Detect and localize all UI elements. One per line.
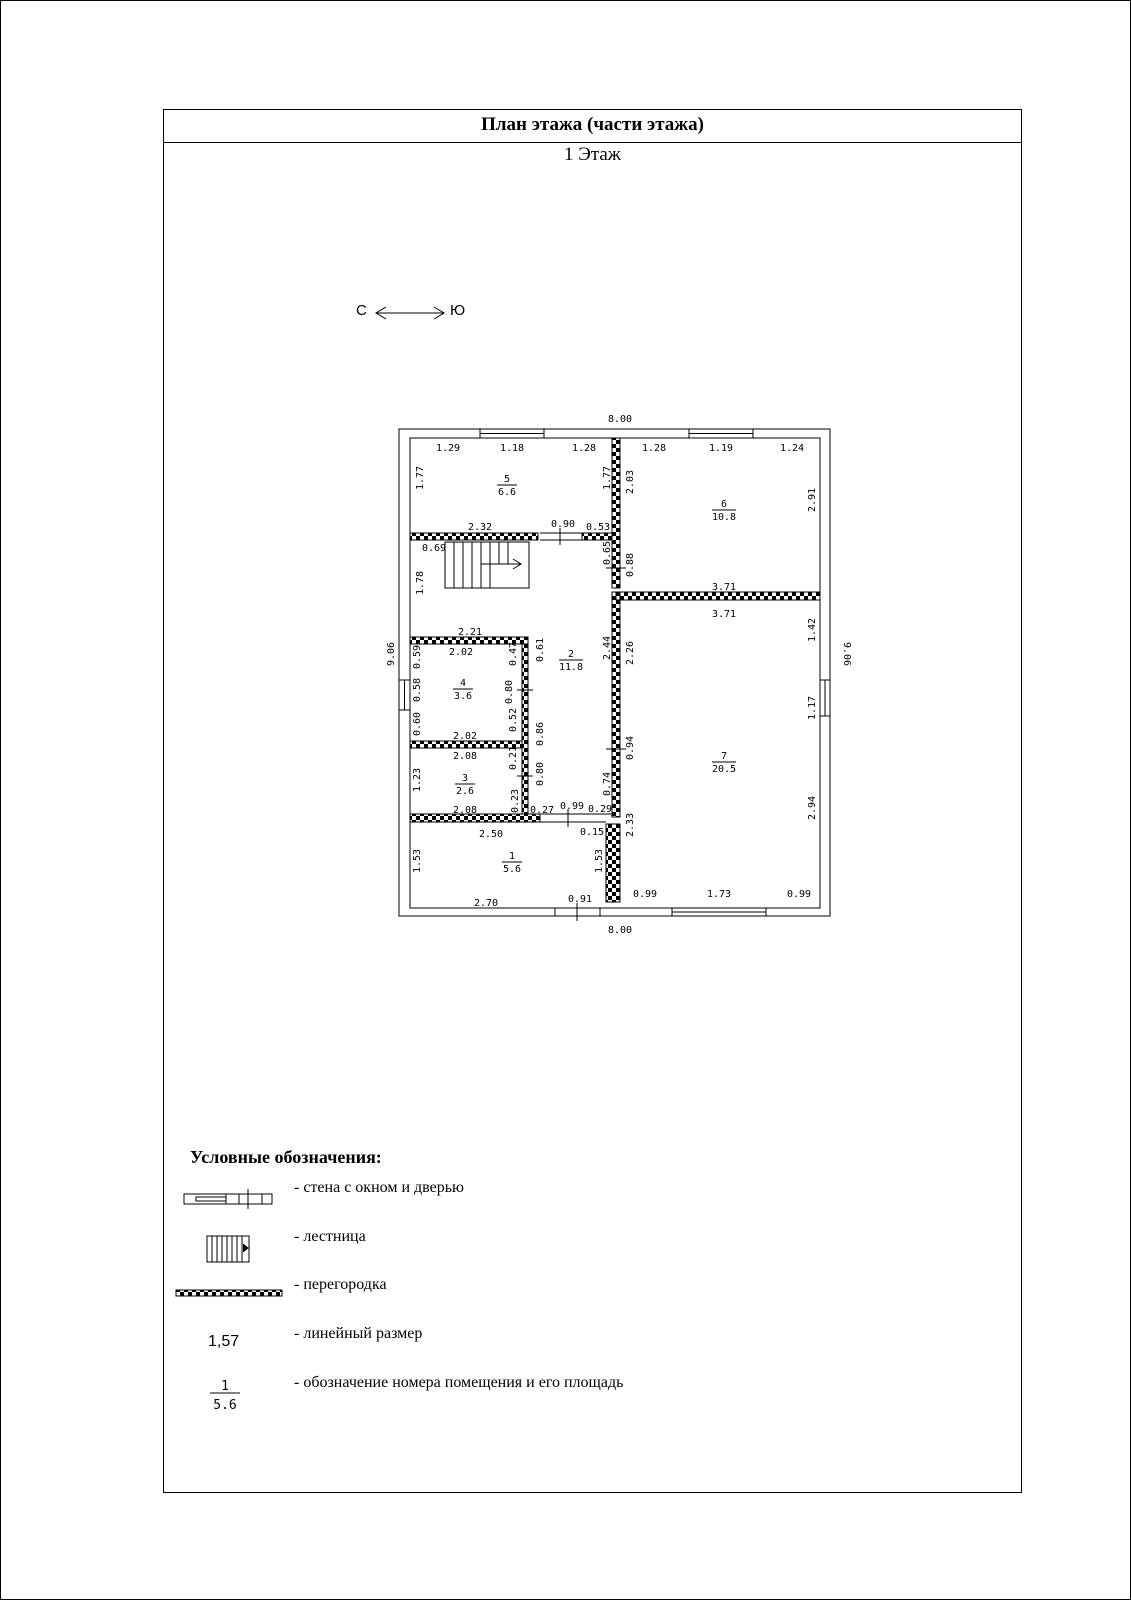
legend-item-wall: - стена с окном и дверью [294,1179,464,1196]
svg-text:1: 1 [508,851,516,862]
svg-text:5: 5 [503,474,511,485]
svg-text:6: 6 [720,499,728,510]
svg-text:1.18: 1.18 [499,443,525,454]
legend-item-room-label: - обозначение номера помещения и его площадь [294,1374,624,1391]
svg-text:1.78: 1.78 [415,570,426,596]
svg-text:0.15: 0.15 [579,827,605,838]
svg-text:1.19: 1.19 [708,443,734,454]
svg-text:0.99: 0.99 [632,889,658,900]
svg-text:2.6: 2.6 [455,786,475,797]
svg-text:1.53: 1.53 [412,848,423,874]
svg-text:10.8: 10.8 [711,512,737,523]
svg-text:2.32: 2.32 [467,522,493,533]
svg-text:5.6: 5.6 [502,864,522,875]
legend-dimension-sample: 1,57 [208,1333,240,1350]
svg-text:2.91: 2.91 [807,487,818,513]
dim-right: 9.06 [841,641,852,667]
svg-text:0.91: 0.91 [567,894,593,905]
svg-text:0.23: 0.23 [510,788,521,814]
svg-text:2.70: 2.70 [473,898,499,909]
svg-text:0.90: 0.90 [550,519,576,530]
svg-text:2.02: 2.02 [448,647,474,658]
svg-text:2.26: 2.26 [625,640,636,666]
room-label-3 [455,773,475,797]
legend-room-label-icon [210,1379,240,1413]
svg-text:1.29: 1.29 [435,443,461,454]
room-label-2 [559,649,583,673]
svg-text:0.74: 0.74 [602,771,613,797]
legend-item-partition: - перегородка [294,1276,387,1293]
svg-text:0.86: 0.86 [535,721,546,747]
svg-text:2: 2 [567,649,575,660]
svg-text:0.65: 0.65 [602,540,613,566]
svg-text:0.80: 0.80 [535,761,546,787]
svg-text:0.29: 0.29 [587,804,613,815]
svg-text:7: 7 [720,751,728,762]
svg-text:3.71: 3.71 [711,609,737,620]
dim-bottom: 8.00 [607,925,633,936]
svg-text:2.50: 2.50 [478,829,504,840]
svg-text:0.88: 0.88 [625,552,636,578]
compass-south-label: Ю [450,302,466,319]
svg-text:0.61: 0.61 [535,637,546,663]
svg-text:2.94: 2.94 [807,795,818,821]
legend-title: Условные обозначения: [190,1147,382,1167]
svg-text:1.28: 1.28 [641,443,667,454]
svg-text:0.27: 0.27 [529,805,555,816]
svg-text:1.77: 1.77 [415,465,426,491]
svg-text:2.03: 2.03 [625,469,636,495]
dim-top: 8.00 [607,414,633,425]
svg-text:20.5: 20.5 [711,764,737,775]
compass-north-label: С [356,302,367,319]
svg-text:0.99: 0.99 [786,889,812,900]
room-label-6 [712,499,736,523]
svg-text:5.6: 5.6 [213,1398,237,1413]
room-label-5 [497,474,517,498]
legend-symbols [176,1189,282,1413]
partitions [410,438,820,902]
svg-text:3.71: 3.71 [711,582,737,593]
svg-text:1.24: 1.24 [779,443,805,454]
legend-stairs-icon [207,1236,249,1262]
svg-text:1.23: 1.23 [412,767,423,793]
sheet-title: План этажа (части этажа) [163,109,1022,143]
room-label-4 [453,678,473,702]
svg-text:0.59: 0.59 [412,644,423,670]
svg-text:3.6: 3.6 [453,691,473,702]
svg-text:0.58: 0.58 [412,677,423,703]
svg-text:0.80: 0.80 [504,679,515,705]
svg-text:11.8: 11.8 [558,662,584,673]
svg-text:0.60: 0.60 [412,711,423,737]
svg-text:3: 3 [461,773,469,784]
legend-partition-icon [176,1290,282,1296]
svg-text:0.99: 0.99 [559,801,585,812]
svg-text:1.77: 1.77 [602,465,613,491]
svg-text:0.47: 0.47 [508,641,519,667]
floor-name: 1 Этаж [564,144,621,165]
svg-text:1.42: 1.42 [807,617,818,643]
svg-text:0.21: 0.21 [508,745,519,771]
staircase [445,542,529,588]
legend-item-stairs: - лестница [294,1228,366,1245]
svg-text:0.53: 0.53 [585,522,611,533]
svg-text:6.6: 6.6 [497,487,517,498]
room-label-7 [712,751,736,775]
svg-text:0.52: 0.52 [508,707,519,733]
dim-left: 9.06 [386,641,397,667]
legend-wall-icon [184,1189,272,1209]
svg-text:1: 1 [221,1379,229,1394]
svg-text:2.08: 2.08 [452,805,478,816]
svg-text:1.53: 1.53 [594,848,605,874]
svg-text:2.44: 2.44 [602,635,613,661]
svg-text:4: 4 [459,678,467,689]
svg-text:1.17: 1.17 [807,695,818,721]
legend-item-dimension: - линейный размер [294,1325,423,1342]
svg-text:2.08: 2.08 [452,751,478,762]
svg-text:1.28: 1.28 [571,443,597,454]
room-label-1 [502,851,522,875]
svg-text:1.73: 1.73 [706,889,732,900]
svg-text:0.69: 0.69 [421,543,447,554]
svg-text:0.94: 0.94 [625,735,636,761]
svg-text:2.33: 2.33 [625,812,636,838]
svg-text:2.02: 2.02 [452,731,478,742]
svg-text:2.21: 2.21 [457,627,483,638]
